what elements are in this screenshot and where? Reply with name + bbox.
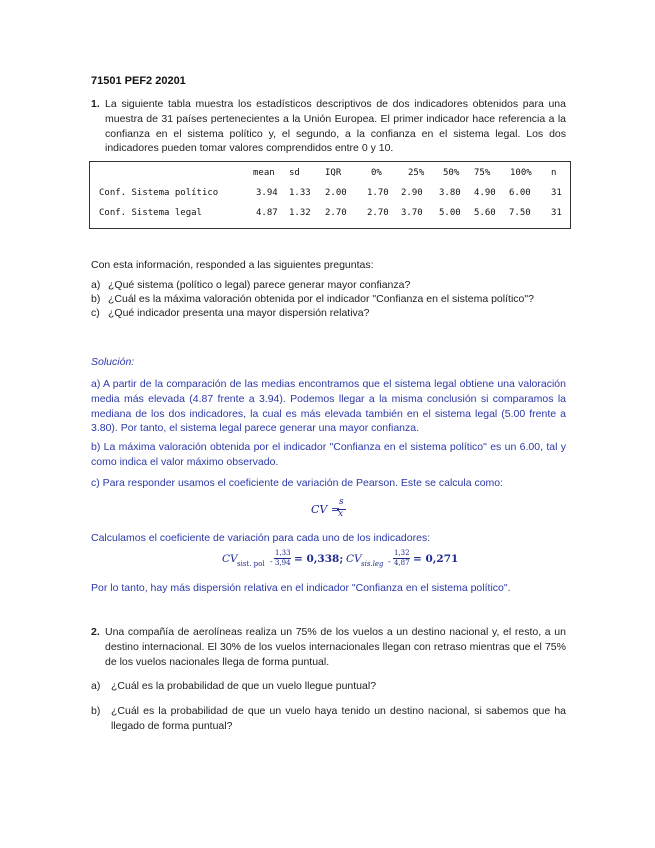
- solution-a: a) A partir de la comparación de las medias encontramos que el sistema legal obtiene una valoración media más elevada (4.87 frente a 3.94). Podemos llegar a la misma conclusión si comparamos la mediana de los dos indicadores, la cual es más elevada también en el sistema legal (5.00 frente a 3.80). Por tanto, el sistema legal parece generar una mayor confianza.: [91, 378, 566, 435]
- cv-formula-lhs: CV =: [311, 503, 341, 516]
- table-cell: 2.90: [401, 188, 423, 198]
- option-letter: b): [91, 705, 101, 717]
- calc-intro: Calculamos el coeficiente de variación para cada uno de los indicadores:: [91, 532, 431, 544]
- document-header: 71501 PEF2 20201: [91, 75, 186, 87]
- table-cell: 4.87: [256, 208, 278, 218]
- table-header-sd: sd: [289, 168, 300, 178]
- table-cell: 1.33: [289, 188, 311, 198]
- question-2a: [91, 679, 566, 694]
- question-1: [91, 97, 566, 156]
- question-2b: [91, 704, 566, 734]
- table-row-label: Conf. Sistema legal: [99, 208, 202, 218]
- cv-formula-denominator: x̄: [338, 509, 344, 519]
- minus-sign: -: [270, 557, 273, 566]
- cv1-subscript: sist. pol: [237, 560, 265, 568]
- option-letter: a): [91, 279, 101, 291]
- cv-formula-numerator: s: [339, 497, 344, 507]
- option-letter: b): [91, 293, 101, 305]
- cv2-denominator: 4,87: [394, 559, 410, 567]
- solution-conclusion: Por lo tanto, hay más dispersión relativa en el indicador "Confianza en el sistema político".: [91, 582, 511, 594]
- table-header-iqr: IQR: [325, 168, 342, 178]
- minus-sign: -: [388, 557, 391, 566]
- table-cell: 3.94: [256, 188, 278, 198]
- option-text: ¿Qué sistema (político o legal) parece generar mayor confianza?: [108, 279, 411, 291]
- table-cell: 2.00: [325, 188, 347, 198]
- table-cell: 3.80: [439, 188, 461, 198]
- table-cell: 6.00: [509, 188, 531, 198]
- question-2-text: Una compañía de aerolíneas realiza un 75% de los vuelos a un destino nacional y, el resto, a un destino internacional. El 30% de los vuelos internacionales llegan con retraso mientras que el 75% de los vuelos nacionales llega de forma puntual.: [105, 626, 566, 668]
- question-1-number: 1.: [91, 98, 100, 110]
- cv2-label: CV: [346, 553, 362, 565]
- solution-title: Solución:: [91, 356, 135, 368]
- intro-text: Con esta información, responded a las siguientes preguntas:: [91, 259, 374, 271]
- option-text: ¿Qué indicador presenta una mayor dispersión relativa?: [108, 307, 370, 319]
- table-cell: 31: [551, 188, 562, 198]
- table-cell: 5.60: [474, 208, 496, 218]
- stats-table: [89, 161, 571, 229]
- table-cell: 1.70: [367, 188, 389, 198]
- cv1-denominator: 3,94: [275, 559, 291, 567]
- question-1-text: La siguiente tabla muestra los estadísticos descriptivos de dos indicadores obtenidos para una muestra de 31 países pertenecientes a la Unión Europea. El primer indicador hace referencia a la confianza en el sistema político y, el segundo, a la confianza en el sistema legal. Los dos indicadores pueden tomar valores comprendidos entre 0 y 10.: [105, 98, 566, 155]
- table-header-25: 25%: [408, 168, 425, 178]
- table-header-mean: mean: [253, 168, 275, 178]
- table-header-50: 50%: [443, 168, 460, 178]
- cv2-subscript: sis.leg: [361, 560, 384, 568]
- option-letter: a): [91, 680, 101, 692]
- cv1-numerator: 1,33: [275, 549, 291, 557]
- option-text: ¿Cuál es la probabilidad de que un vuelo llegue puntual?: [111, 680, 377, 692]
- table-cell: 2.70: [367, 208, 389, 218]
- question-2: [91, 625, 566, 669]
- table-cell: 1.32: [289, 208, 311, 218]
- question-2-number: 2.: [91, 626, 100, 638]
- table-cell: 2.70: [325, 208, 347, 218]
- cv1-result: = 0,338;: [294, 553, 344, 565]
- cv2-result: = 0,271: [413, 553, 459, 565]
- cv-calculation: [222, 549, 462, 571]
- table-header-n: n: [551, 168, 557, 178]
- cv2-numerator: 1,32: [394, 549, 410, 557]
- table-cell: 5.00: [439, 208, 461, 218]
- cv1-label: CV: [222, 553, 238, 565]
- table-cell: 3.70: [401, 208, 423, 218]
- table-header-0: 0%: [371, 168, 382, 178]
- table-cell: 31: [551, 208, 562, 218]
- table-cell: 4.90: [474, 188, 496, 198]
- option-text: ¿Cuál es la probabilidad de que un vuelo haya tenido un destino nacional, si sabemos que ha llegado de forma puntual?: [111, 705, 566, 732]
- option-letter: c): [91, 307, 100, 319]
- table-row-label: Conf. Sistema político: [99, 188, 219, 198]
- table-cell: 7.50: [509, 208, 531, 218]
- option-text: ¿Cuál es la máxima valoración obtenida por el indicador "Confianza en el sistema político"?: [108, 293, 534, 305]
- table-header-75: 75%: [474, 168, 491, 178]
- solution-c: c) Para responder usamos el coeficiente de variación de Pearson. Este se calcula como:: [91, 477, 504, 489]
- solution-b: b) La máxima valoración obtenida por el indicador "Confianza en el sistema político" es un 6.00, tal y como indica el valor máximo observado.: [91, 441, 566, 468]
- table-header-100: 100%: [510, 168, 532, 178]
